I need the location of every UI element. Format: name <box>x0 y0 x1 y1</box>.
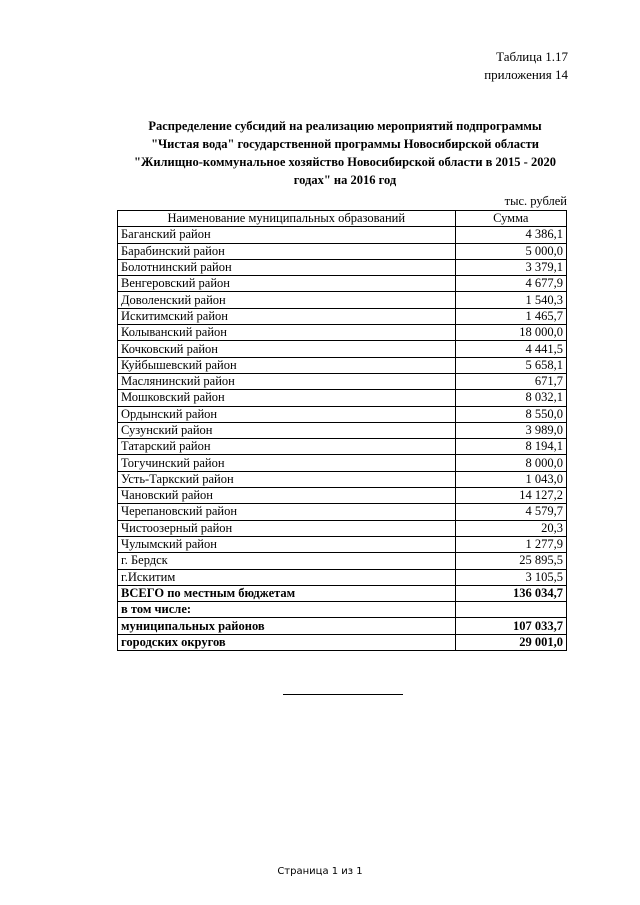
municipal-districts-label: муниципальных районов <box>118 618 456 634</box>
page-footer: Страница 1 из 1 <box>277 866 363 877</box>
municipality-name: Тогучинский район <box>118 455 456 471</box>
table-row <box>118 471 567 487</box>
table-row <box>118 536 567 552</box>
urban-districts-sum: 29 001,0 <box>455 634 566 650</box>
municipality-name: Искитимский район <box>118 308 456 324</box>
municipality-name: Ордынский район <box>118 406 456 422</box>
table-row <box>118 292 567 308</box>
table-row <box>118 390 567 406</box>
table-row <box>118 341 567 357</box>
subsidy-amount: 18 000,0 <box>455 325 566 341</box>
table-row <box>118 243 567 259</box>
table-row <box>118 357 567 373</box>
subsidy-amount: 4 441,5 <box>455 341 566 357</box>
table-row <box>118 455 567 471</box>
urban-districts-label: городских округов <box>118 634 456 650</box>
municipality-name: Чановский район <box>118 488 456 504</box>
units-label: тыс. рублей <box>504 194 567 208</box>
municipality-name: Болотнинский район <box>118 259 456 275</box>
table-row <box>118 553 567 569</box>
table-header-row <box>118 211 567 227</box>
municipality-name: Мошковский район <box>118 390 456 406</box>
subsidy-amount: 5 658,1 <box>455 357 566 373</box>
subsidy-amount: 8 194,1 <box>455 439 566 455</box>
subsidy-amount: 5 000,0 <box>455 243 566 259</box>
table-row <box>118 439 567 455</box>
title-line-3: "Жилищно-коммунальное хозяйство Новосибирской области в 2015 - 2020 <box>134 155 556 169</box>
subsidy-amount: 1 043,0 <box>455 471 566 487</box>
subsidy-amount: 8 000,0 <box>455 455 566 471</box>
appendix-reference <box>484 48 568 84</box>
subsidy-amount: 1 277,9 <box>455 536 566 552</box>
subsidy-amount: 3 989,0 <box>455 422 566 438</box>
table-row <box>118 373 567 389</box>
subsidy-amount: 4 579,7 <box>455 504 566 520</box>
subsidy-amount: 1 465,7 <box>455 308 566 324</box>
title-line-4: годах" на 2016 год <box>293 173 397 187</box>
total-sum: 136 034,7 <box>455 585 566 601</box>
table-row <box>118 325 567 341</box>
municipal-districts-row <box>118 618 567 634</box>
municipality-name: Барабинский район <box>118 243 456 259</box>
closing-divider-line <box>283 694 403 695</box>
table-row <box>118 308 567 324</box>
municipal-districts-sum: 107 033,7 <box>455 618 566 634</box>
municipality-name: Баганский район <box>118 227 456 243</box>
subsidy-amount: 20,3 <box>455 520 566 536</box>
table-row <box>118 406 567 422</box>
table-row <box>118 276 567 292</box>
including-label: в том числе: <box>118 602 456 618</box>
municipality-name: г. Бердск <box>118 553 456 569</box>
municipality-name: Усть-Таркский район <box>118 471 456 487</box>
municipality-name: Татарский район <box>118 439 456 455</box>
subsidy-amount: 4 386,1 <box>455 227 566 243</box>
municipality-name: Колыванский район <box>118 325 456 341</box>
table-row <box>118 520 567 536</box>
municipality-name: Сузунский район <box>118 422 456 438</box>
subsidy-amount: 3 379,1 <box>455 259 566 275</box>
subsidy-amount: 8 550,0 <box>455 406 566 422</box>
municipality-name: Доволенский район <box>118 292 456 308</box>
urban-districts-row <box>118 634 567 650</box>
column-header-name: Наименование муниципальных образований <box>118 211 456 227</box>
table-row <box>118 422 567 438</box>
table-row <box>118 504 567 520</box>
subsidy-amount: 8 032,1 <box>455 390 566 406</box>
subsidy-amount: 25 895,5 <box>455 553 566 569</box>
total-row <box>118 585 567 601</box>
municipality-name: Чулымский район <box>118 536 456 552</box>
subsidies-table <box>117 210 567 651</box>
municipality-name: Чистоозерный район <box>118 520 456 536</box>
total-label: ВСЕГО по местным бюджетам <box>118 585 456 601</box>
column-header-sum: Сумма <box>455 211 566 227</box>
document-title <box>100 117 590 189</box>
table-row <box>118 488 567 504</box>
appendix-table-number: Таблица 1.17 <box>496 49 568 64</box>
table-row <box>118 569 567 585</box>
table-body <box>118 227 567 586</box>
including-row <box>118 602 567 618</box>
subsidy-amount: 14 127,2 <box>455 488 566 504</box>
subsidy-amount: 4 677,9 <box>455 276 566 292</box>
title-line-1: Распределение субсидий на реализацию мероприятий подпрограммы <box>148 119 542 133</box>
appendix-attachment: приложения 14 <box>484 67 568 82</box>
municipality-name: Кочковский район <box>118 341 456 357</box>
municipality-name: Венгеровский район <box>118 276 456 292</box>
municipality-name: Маслянинский район <box>118 373 456 389</box>
municipality-name: Куйбышевский район <box>118 357 456 373</box>
subsidy-amount: 1 540,3 <box>455 292 566 308</box>
subsidy-amount: 671,7 <box>455 373 566 389</box>
municipality-name: г.Искитим <box>118 569 456 585</box>
table-row <box>118 259 567 275</box>
subsidy-amount: 3 105,5 <box>455 569 566 585</box>
table-row <box>118 227 567 243</box>
municipality-name: Черепановский район <box>118 504 456 520</box>
title-line-2: "Чистая вода" государственной программы Новосибирской области <box>151 137 539 151</box>
table-summary <box>118 585 567 650</box>
including-sum-empty <box>455 602 566 618</box>
